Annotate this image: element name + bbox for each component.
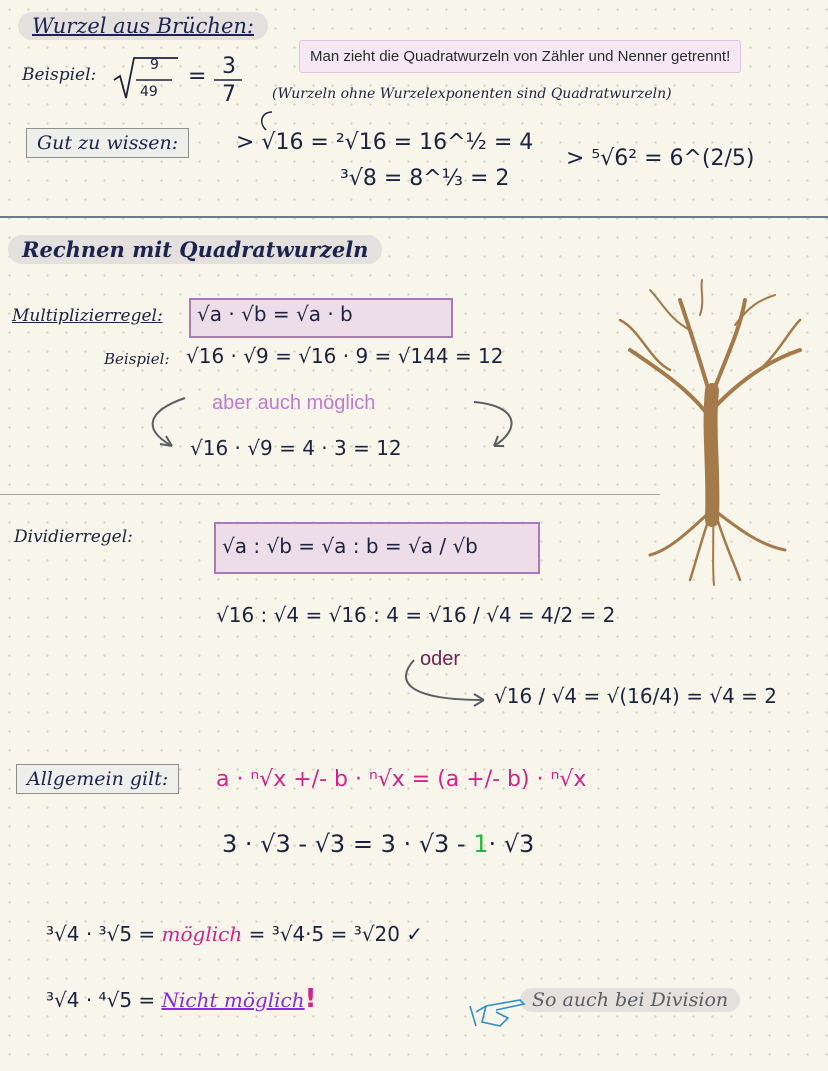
exclamation-mark: ! (304, 984, 317, 1014)
exponent-note: (Wurzeln ohne Wurzelexponenten sind Quadratwurzeln) (272, 86, 672, 102)
division-rule-label: Dividierregel: (14, 527, 133, 547)
impossible-word: Nicht möglich (161, 988, 305, 1012)
general-example-one: 1 (473, 830, 489, 858)
division-example: √16 : √4 = √16 : 4 = √16 / √4 = 4/2 = 2 (216, 603, 616, 627)
result-numerator: 3 (222, 54, 236, 79)
impossible-example-left: ³√4 · ⁴√5 = (46, 988, 162, 1012)
multiplication-example-label: Beispiel: (104, 350, 170, 368)
example-numerator: 9 (150, 57, 159, 73)
division-note: So auch bei Division (520, 988, 740, 1012)
root-exponent-line-3: > ⁵√6² = 6^(2/5) (566, 146, 755, 171)
curved-arrow-icon (406, 660, 484, 700)
division-rule: √a : √b = √a : b = √a / √b (214, 522, 540, 574)
tip-note: Man zieht die Quadratwurzeln von Zähler und Nenner getrennt! (299, 40, 741, 73)
division-alternative: √16 / √4 = √(16/4) = √4 = 2 (494, 684, 777, 708)
possible-example-left: ³√4 · ³√5 = (46, 922, 162, 946)
multiplication-rule-label: Multiplizierregel: (12, 306, 163, 326)
radical-sign (114, 58, 178, 98)
multiplication-alternative: √16 · √9 = 4 · 3 = 12 (190, 436, 402, 460)
curved-arrow-icon (262, 112, 272, 130)
possible-word: möglich (161, 922, 243, 946)
multiplication-rule: √a · √b = √a · b (189, 298, 453, 338)
pointing-hand-icon (470, 1000, 524, 1026)
equals-sign: = (188, 64, 207, 89)
section-title-fraction-roots: Wurzel aus Brüchen: (18, 12, 268, 40)
general-rule: a · ⁿ√x +/- b · ⁿ√x = (a +/- b) · ⁿ√x (216, 767, 587, 792)
multiplication-example: √16 · √9 = √16 · 9 = √144 = 12 (186, 344, 504, 368)
example-label: Beispiel: (22, 65, 97, 85)
result-denominator: 7 (222, 82, 236, 107)
or-label: oder (420, 648, 461, 670)
general-example-right: · √3 (488, 830, 535, 858)
curved-arrow-icon (474, 402, 512, 446)
also-possible-label: aber auch möglich (212, 392, 376, 414)
root-exponent-line-2: ³√8 = 8^⅓ = 2 (340, 166, 510, 191)
general-example-left: 3 · √3 - √3 = 3 · √3 - (222, 830, 474, 858)
possible-example-right: = ³√4·5 = ³√20 ✓ (248, 922, 424, 946)
good-to-know-label: Gut zu wissen: (26, 128, 189, 158)
arrow-head-icon (160, 436, 172, 446)
example-denominator: 49 (140, 84, 158, 100)
tree-illustration (620, 280, 800, 585)
section-title-square-roots: Rechnen mit Quadratwurzeln (8, 235, 382, 264)
root-exponent-line-1: > √16 = ²√16 = 16^½ = 4 (236, 130, 534, 155)
general-rule-label: Allgemein gilt: (16, 764, 179, 794)
